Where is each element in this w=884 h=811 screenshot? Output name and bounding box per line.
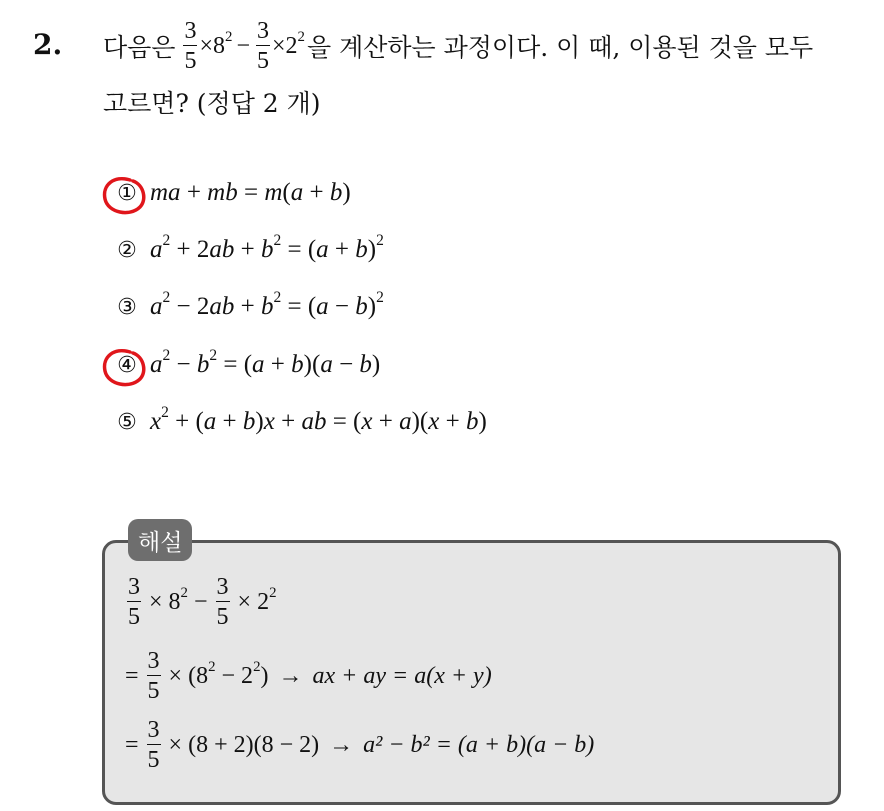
choice-number: ⑤ <box>117 409 137 435</box>
explanation-tag: 해설 <box>128 519 192 561</box>
solution-line-2: = $\frac{3}{5}$ × (8 $^2$ − 2 $^2$ ) → ax + ay = a(x + y) <box>125 648 492 704</box>
choice-1[interactable]: ① ma + mb = m ( a + b ) <box>110 176 351 210</box>
solution-line-3: = $\frac{3}{5}$ × (8 + 2)(8 − 2) → a² − b² = (a + b)(a − b) <box>125 717 595 773</box>
solution-line-1: $\frac{3}{5}$ × 8 $^2$ − $\frac{3}{5}$ × 2 $^2$ <box>128 574 277 630</box>
identity-text: a² − b² = (a + b)(a − b) <box>363 731 595 758</box>
arrow: → <box>278 662 303 689</box>
fraction: $\frac{3}{5}$ <box>147 717 160 773</box>
choice-number: ③ <box>117 294 137 320</box>
choice-5[interactable]: ⑤ x $^2$ + ( a + b ) x + ab = ( x + a )( x + b ) <box>110 405 487 439</box>
choice-4[interactable]: ④ a $^2$ − b $^2$ = ( a + b )( a − b ) <box>110 348 380 382</box>
choice-2[interactable]: ② a $^2$ + 2 ab + b $^2$ = ( a + b ) $^2$ <box>110 233 384 267</box>
fraction: $\frac{3}{5}$ <box>128 574 140 630</box>
choice-number: ④ <box>110 353 144 378</box>
question-expression: $\frac{3}{5}$ × 8 $^2$ − $\frac{3}{5}$ × 2 $^2$ <box>184 18 305 74</box>
question-intro: 다음은 <box>103 33 176 62</box>
fraction: $\frac{3}{5}$ <box>256 18 269 74</box>
choice-3[interactable]: ③ a $^2$ − 2 ab + b $^2$ = ( a − b ) $^2$ <box>110 290 384 324</box>
question-line-1 <box>103 16 813 76</box>
fraction: $\frac{3}{5}$ <box>184 18 197 74</box>
question-line-2: 고르면? (정답 2 개) <box>103 89 321 118</box>
choice-number: ② <box>117 237 137 263</box>
arrow: → <box>329 731 354 758</box>
identity-text: ax + ay = a(x + y) <box>312 662 492 689</box>
question-number: 2. <box>33 28 63 61</box>
choice-number: ① <box>110 181 144 206</box>
fraction: $\frac{3}{5}$ <box>147 648 160 704</box>
question-text-tail: 을 계산하는 과정이다. 이 때, 이용된 것을 모두 <box>306 33 814 62</box>
fraction: $\frac{3}{5}$ <box>216 574 229 630</box>
